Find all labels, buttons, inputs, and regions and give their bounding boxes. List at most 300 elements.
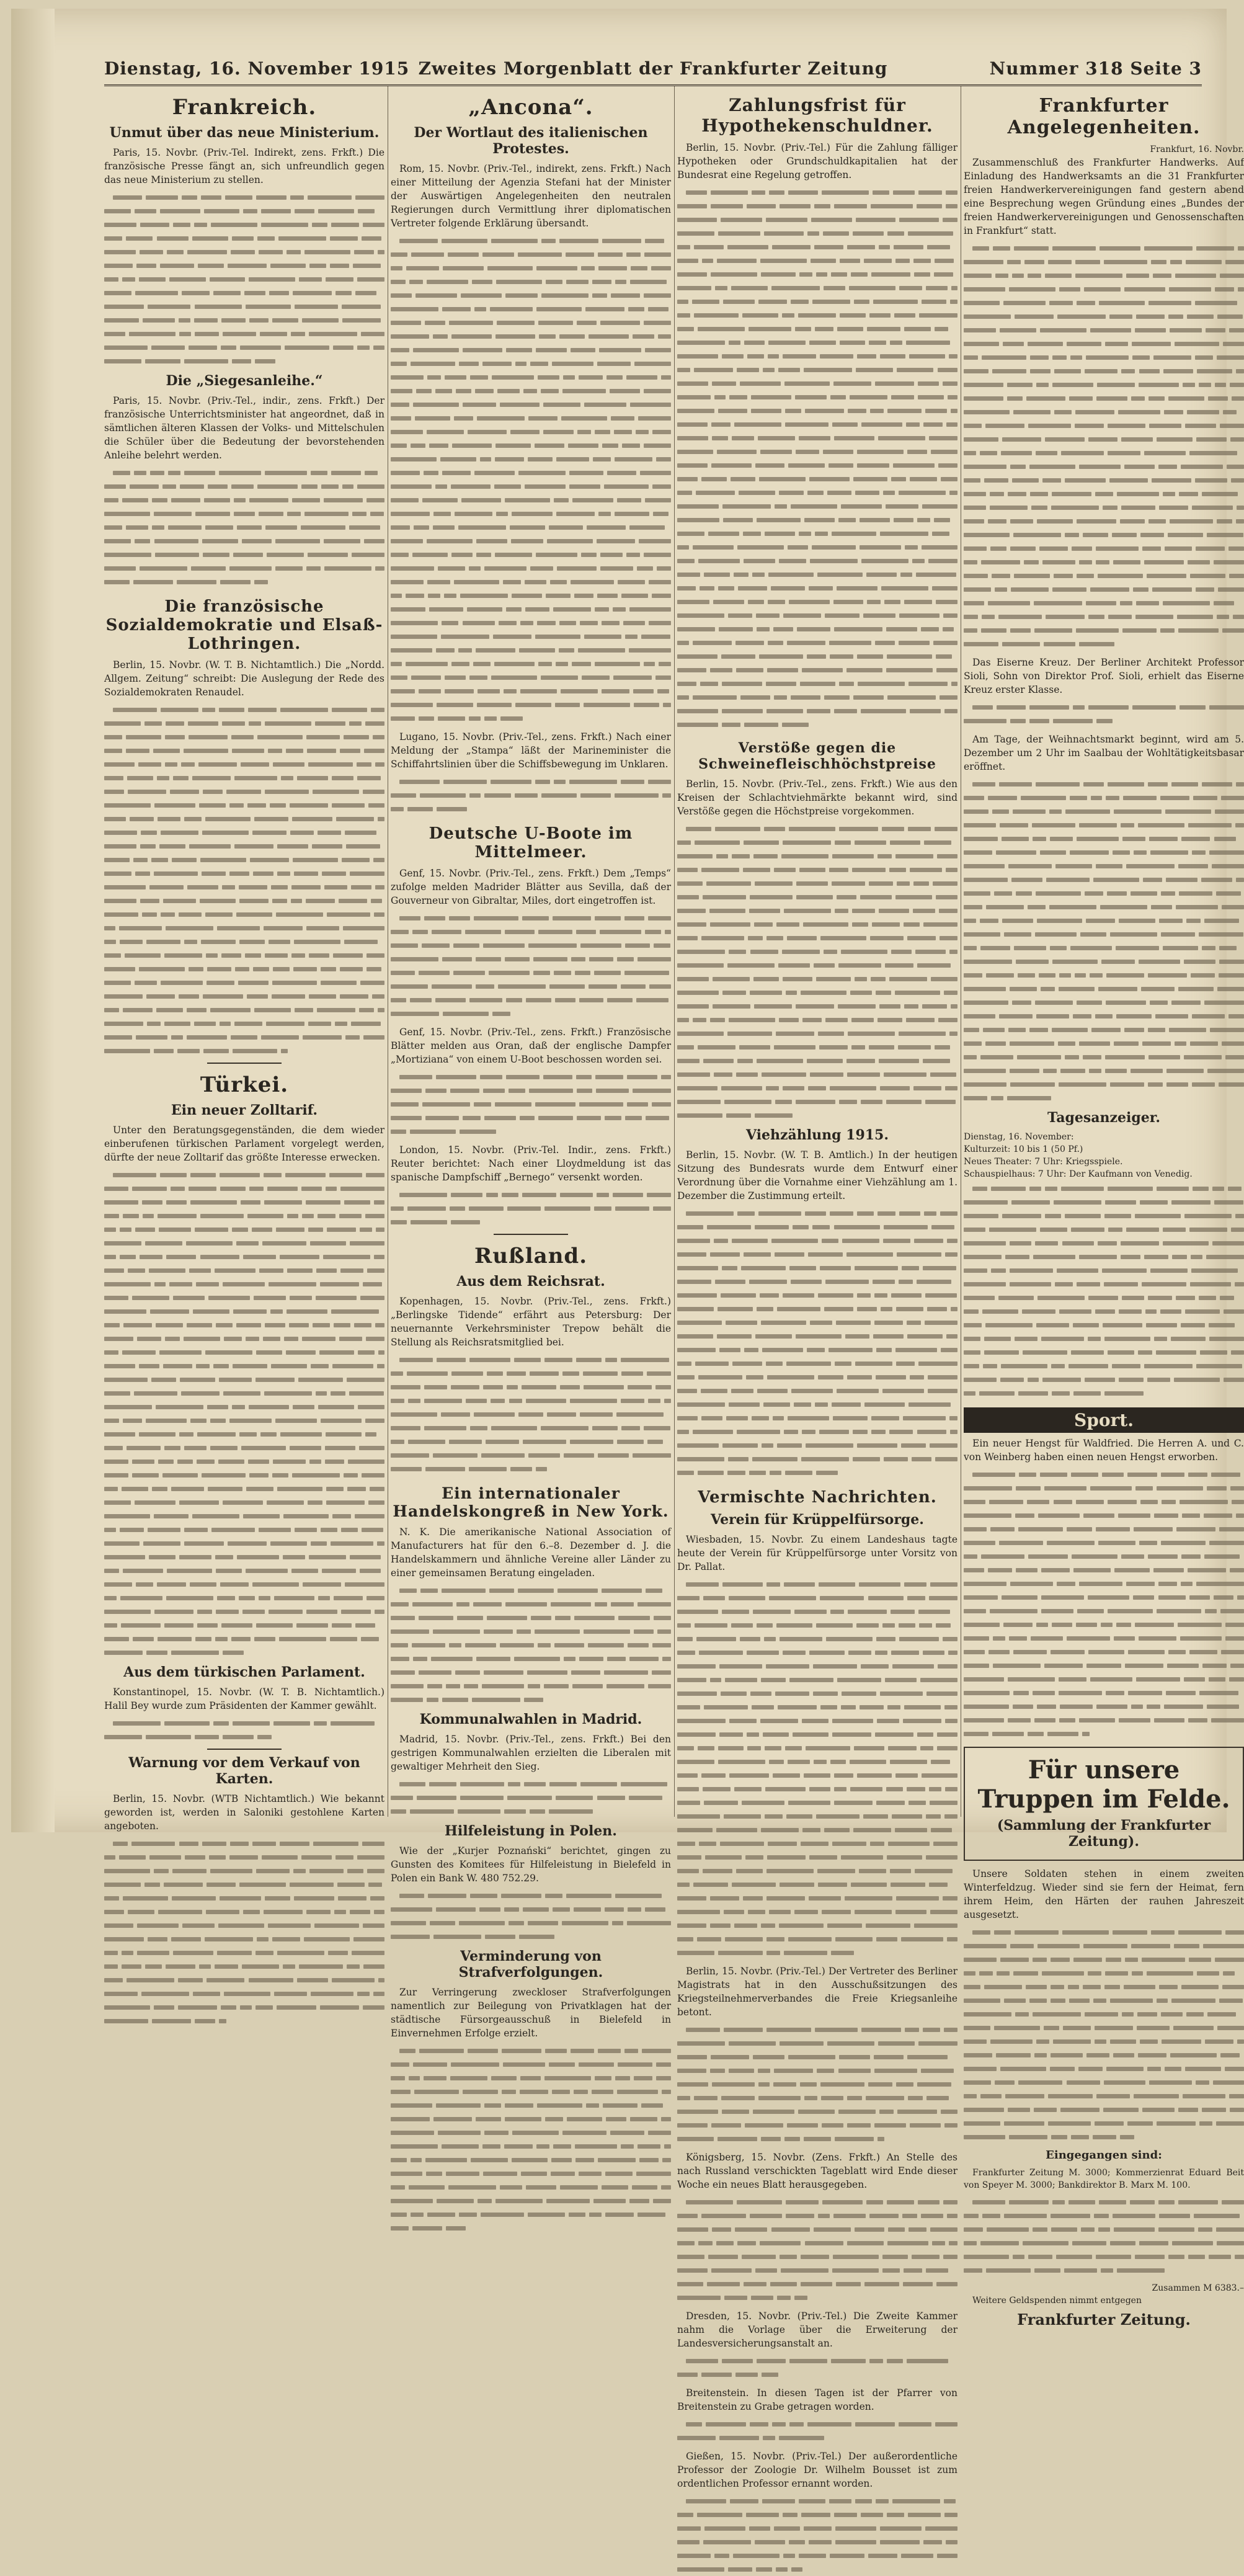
text-line: [677, 1741, 957, 1755]
text-line: [104, 2014, 384, 2028]
text-line: [677, 2535, 957, 2549]
article-heading: Kommunalwahlen in Madrid.: [419, 1711, 642, 1727]
text-line: [104, 1236, 384, 1250]
text-line: [964, 2250, 1244, 2263]
text-line: [677, 581, 957, 595]
article-text: Zusammenschluß des Frankfurter Handwerks. Auf Einladung des Handwerksamts an die 31 Frankfurter freien Handwerkervereinigungen fand gestern abend eine Besprechung wegen Gründung eines „Bundes der freien Handwerkervereinigungen und Genossenschaften in Frankfurt“ statt.: [964, 157, 1244, 236]
text-line: [391, 1435, 671, 1448]
text-line: [391, 1597, 671, 1611]
article-text: Ein neuer Hengst für Waldfried. Die Herren A. und C. von Weinberg haben einen neuen Hengst erworben.: [964, 1438, 1244, 1463]
text-line: [964, 1236, 1244, 1250]
text-block: [677, 1577, 957, 1959]
text-line: [677, 986, 957, 999]
text-line: [104, 1837, 384, 1850]
text-line: [391, 602, 671, 616]
text-line: [964, 859, 1244, 873]
text-line: [677, 1932, 957, 1946]
text-line: [677, 1755, 957, 1768]
text-line: [677, 931, 957, 945]
text-line: [104, 907, 384, 921]
text-line: [964, 541, 1244, 555]
text-line: [964, 777, 1244, 791]
text-line: [964, 982, 1244, 996]
text-line: [964, 2062, 1244, 2075]
text-line: [964, 1980, 1244, 1994]
text-line: [964, 914, 1244, 927]
text-line: [104, 1223, 384, 1236]
text-line: [391, 2098, 671, 2112]
text-line: [964, 1263, 1244, 1277]
text-line: [677, 254, 957, 267]
text-line: [677, 2132, 957, 2146]
text-line: [391, 698, 671, 711]
text-line: [964, 610, 1244, 623]
text-line: [677, 1095, 957, 1108]
text-line: [391, 1366, 671, 1380]
text-line: [104, 1536, 384, 1550]
text-line: [391, 1380, 671, 1394]
text-line: [391, 1804, 671, 1818]
text-line: [964, 1064, 1244, 1077]
text-line: [104, 466, 384, 479]
text-line: [964, 2195, 1244, 2209]
text-line: [964, 1277, 1244, 1291]
text-line: [391, 1930, 671, 1943]
text-line: [677, 1768, 957, 1782]
text-line: [104, 354, 384, 368]
text-line: [677, 1878, 957, 1891]
text-line: [391, 630, 671, 643]
text-line: [964, 596, 1244, 610]
text-line: [964, 927, 1244, 941]
text-line: [391, 1652, 671, 1665]
text-line: [677, 1618, 957, 1632]
text-line: [104, 1455, 384, 1468]
text-line: [964, 1182, 1244, 1195]
header-date: Dienstag, 16. November 1915: [104, 58, 410, 79]
text-block: [104, 1716, 384, 1744]
text-line: [677, 2431, 957, 2445]
text-line: [964, 310, 1244, 323]
section-heading: Frankfurter Angelegenheiten.: [1007, 95, 1201, 138]
text-line: [391, 2194, 671, 2208]
text-line: [964, 1536, 1244, 1549]
text-line: [677, 1220, 957, 1234]
text-line: [677, 281, 957, 295]
text-line: [391, 357, 671, 370]
text-line: [677, 863, 957, 876]
text-line: [677, 876, 957, 890]
text-line: [391, 2112, 671, 2126]
text-line: [677, 636, 957, 649]
text-line: [391, 316, 671, 329]
text-line: [964, 269, 1244, 282]
text-line: [964, 282, 1244, 296]
text-line: [964, 1318, 1244, 1332]
text-line: [104, 520, 384, 534]
text-line: [104, 948, 384, 962]
text-line: [677, 849, 957, 863]
text-line: [391, 575, 671, 589]
text-line: [677, 240, 957, 254]
text-line: [964, 637, 1244, 651]
text-line: [964, 1373, 1244, 1386]
text-line: [391, 1902, 671, 1916]
text-line: [104, 245, 384, 259]
text-line: [964, 1332, 1244, 1345]
text-line: [677, 945, 957, 958]
text-line: [964, 473, 1244, 487]
text-line: [964, 955, 1244, 968]
text-line: [677, 1040, 957, 1054]
text-line: [104, 341, 384, 354]
text-line: [964, 1023, 1244, 1036]
text-line: [391, 1611, 671, 1624]
text-line: [104, 190, 384, 204]
text-line: [964, 487, 1244, 501]
article-text: Wiesbaden, 15. Novbr. Zu einem Landeshaus tagte heute der Verein für Krüppelfürsorge unter Vorsitz von Dr. Pallat.: [677, 1534, 957, 1572]
text-line: [964, 1727, 1244, 1740]
article-heading: Aus dem Reichsrat.: [456, 1273, 605, 1290]
text-line: [391, 643, 671, 657]
text-line: [391, 2167, 671, 2180]
text-block: [391, 911, 671, 1020]
text-line: [677, 1727, 957, 1741]
text-line: [104, 1468, 384, 1482]
text-line: [964, 419, 1244, 432]
text-line: [104, 1646, 384, 1659]
article-heading: Verminderung von Strafverfolgungen.: [458, 1948, 603, 1981]
text-line: [677, 1891, 957, 1905]
text-line: [677, 704, 957, 718]
text-line: [677, 458, 957, 472]
text-line: [104, 1304, 384, 1318]
text-line: [964, 1604, 1244, 1618]
text-line: [964, 364, 1244, 378]
text-line: [104, 989, 384, 1003]
text-line: [391, 1791, 671, 1804]
text-block: [964, 1182, 1244, 1400]
text-line: [391, 671, 671, 684]
text-line: [677, 226, 957, 240]
text-line: [964, 391, 1244, 405]
text-line: [677, 363, 957, 377]
text-line: [677, 1632, 957, 1646]
text-line: [104, 1987, 384, 2000]
text-line: [104, 493, 384, 507]
divider: [207, 1063, 282, 1064]
text-line: [677, 1646, 957, 1659]
text-line: [677, 445, 957, 458]
text-line: [104, 1263, 384, 1277]
text-line: [104, 1044, 384, 1058]
text-line: [677, 622, 957, 636]
text-line: [104, 894, 384, 907]
text-line: [104, 1605, 384, 1618]
text-line: [104, 231, 384, 245]
text-line: [964, 1700, 1244, 1713]
text-line: [391, 1889, 671, 1902]
text-line: [391, 657, 671, 671]
text-line: [677, 608, 957, 622]
text-block: [391, 1070, 671, 1138]
text-line: [391, 1394, 671, 1407]
article-text: Genf, 15. Novbr. (Priv.-Tel., zens. Frkft.) Dem „Temps“ zufolge melden Madrider Blätter aus Sevilla, daß der Gouverneur von Gibraltar, Miles, dort eingetroffen ist.: [391, 868, 671, 906]
text-line: [104, 935, 384, 948]
text-line: [677, 1438, 957, 1452]
text-line: [677, 917, 957, 931]
text-line: [391, 1097, 671, 1111]
text-line: [677, 718, 957, 731]
text-line: [104, 561, 384, 575]
text-line: [964, 323, 1244, 337]
text-line: [391, 2071, 671, 2085]
text-line: [677, 1275, 957, 1288]
text-line: [677, 2222, 957, 2236]
article-text: Unsere Soldaten stehen in einem zweiten Winterfeldzug. Wieder sind sie fern der Heimat, fern ihrem Heim, den Härten der rauhen Jahreszeit ausgesetzt.: [964, 1868, 1244, 1920]
text-block: [677, 185, 957, 731]
divider: [494, 1234, 568, 1235]
text-line: [964, 968, 1244, 982]
text-line: [391, 1125, 671, 1138]
text-line: [391, 548, 671, 561]
text-line: [104, 1373, 384, 1386]
text-line: [964, 1359, 1244, 1373]
text-line: [677, 1591, 957, 1605]
text-line: [677, 322, 957, 336]
text-line: [391, 1188, 671, 1201]
text-line: [964, 1386, 1244, 1400]
text-line: [104, 1618, 384, 1632]
text-line: [104, 507, 384, 520]
text-line: [104, 1891, 384, 1905]
text-line: [964, 845, 1244, 859]
signature: Frankfurter Zeitung.: [1017, 2311, 1191, 2329]
text-line: [677, 999, 957, 1013]
text-line: [677, 2209, 957, 2222]
text-line: [677, 1054, 957, 1067]
article-text: Lugano, 15. Novbr. (Priv.-Tel., zens. Frkft.) Nach einer Meldung der „Stampa“ läßt der Marineminister die Schiffahrtslinien über die Schiffsbewegung im Unklaren.: [391, 731, 671, 770]
text-line: [964, 350, 1244, 364]
text-line: [391, 479, 671, 493]
article-text: Am Tage, der Weihnachtsmarkt beginnt, wird am 5. Dezember um 2 Uhr im Saalbau der Wohltätigkeitsbasar eröffnet.: [964, 734, 1244, 772]
text-line: [104, 1878, 384, 1891]
article-text: Frankfurter Zeitung M. 3000; Kommerzienrat Eduard Beit von Speyer M. 3000; Bankdirektor B. Marx M. 100.: [964, 2168, 1244, 2190]
text-line: [391, 398, 671, 411]
text-line: [391, 466, 671, 479]
text-line: [104, 1209, 384, 1223]
text-line: [964, 337, 1244, 350]
text-line: [677, 1850, 957, 1864]
text-line: [964, 832, 1244, 845]
text-block: [677, 2494, 957, 2576]
text-line: [964, 2222, 1244, 2236]
text-line: [677, 1946, 957, 1959]
text-line: [964, 818, 1244, 832]
text-line: [104, 1564, 384, 1577]
text-line: [677, 1796, 957, 1809]
text-line: [391, 234, 671, 247]
article-text: Unter den Beratungsgegenständen, die dem wieder einberufenen türkischen Parlament vorgelegt werden, dürfte der neue Zolltarif das größte Interesse erwecken.: [104, 1125, 384, 1163]
text-line: [104, 300, 384, 313]
text-line: [677, 2077, 957, 2091]
text-line: [964, 1345, 1244, 1359]
text-line: [677, 1081, 957, 1095]
text-line: [391, 1407, 671, 1421]
text-line: [104, 1195, 384, 1209]
article-text: Paris, 15. Novbr. (Priv.-Tel., indir., zens. Frkft.) Der französische Unterrichtsminister hat angeordnet, daß in sämtlichen älteren Klassen der Volks- und Mittelschulen die Schüler über die Bedeutung der bevorstehenden Anleihe belehrt werden.: [104, 395, 384, 461]
text-line: [104, 1332, 384, 1345]
text-line: [104, 1441, 384, 1455]
text-line: [677, 499, 957, 513]
text-line: [677, 527, 957, 540]
text-line: [964, 623, 1244, 637]
page-header: [104, 52, 1202, 86]
text-line: [964, 1953, 1244, 1966]
text-line: [104, 826, 384, 839]
text-line: [964, 514, 1244, 528]
text-line: [677, 1823, 957, 1837]
text-line: [964, 1590, 1244, 1604]
text-line: [391, 439, 671, 452]
header-paper-title: Zweites Morgenblatt der Frankfurter Zeitung: [418, 58, 888, 79]
text-line: [964, 1009, 1244, 1023]
text-block: [677, 2195, 957, 2304]
text-line: [677, 1234, 957, 1247]
text-line: [677, 1700, 957, 1714]
article-text: Rom, 15. Novbr. (Priv.-Tel., indirekt, zens. Frkft.) Nach einer Mitteilung der Agenzia Stefani hat der Minister der Auswärtigen Angelegenheiten den neutralen Regierungen durch Vermittlung ihrer diplomatischen Vertreter folgende Erklärung übersandt.: [391, 163, 671, 229]
text-line: [391, 788, 671, 802]
text-block: [677, 2417, 957, 2445]
text-line: [964, 446, 1244, 460]
text-line: [677, 308, 957, 322]
text-line: [677, 2050, 957, 2064]
text-line: [677, 2277, 957, 2291]
text-line: [964, 1291, 1244, 1304]
text-line: [104, 259, 384, 272]
text-line: [104, 853, 384, 867]
text-line: [677, 2118, 957, 2132]
text-line: [677, 295, 957, 308]
text-line: [677, 1837, 957, 1850]
text-line: [964, 1563, 1244, 1577]
text-line: [391, 616, 671, 630]
text-line: [391, 425, 671, 439]
text-line: [677, 1013, 957, 1027]
text-line: [104, 1482, 384, 1495]
text-line: [391, 384, 671, 398]
text-line: [677, 1357, 957, 1370]
article-text: Madrid, 15. Novbr. (Priv.-Tel., zens. Frkft.) Bei den gestrigen Kommunalwahlen erzielten die Liberalen mit gewaltiger Mehrheit den Sieg.: [391, 1734, 671, 1772]
text-line: [391, 1916, 671, 1930]
text-line: [964, 791, 1244, 804]
text-line: [677, 2368, 957, 2381]
text-line: [964, 2130, 1244, 2144]
text-line: [391, 911, 671, 925]
text-line: [677, 417, 957, 431]
article-text: Berlin, 15. Novbr. (W. T. B. Nichtamtlich.) Die „Nordd. Allgem. Zeitung“ schreibt: Die Auslegung der Rede des Sozialdemokraten Renaudel.: [104, 659, 384, 698]
text-line: [964, 378, 1244, 391]
text-line: [964, 1713, 1244, 1727]
text-line: [964, 700, 1244, 714]
text-line: [104, 272, 384, 286]
column-4: [964, 86, 1244, 2329]
text-line: [677, 2036, 957, 2050]
text-line: [964, 555, 1244, 569]
text-line: [964, 528, 1244, 541]
text-line: [104, 1523, 384, 1536]
text-line: [677, 1605, 957, 1618]
text-block: [104, 1837, 384, 2028]
text-line: [104, 327, 384, 341]
text-line: [677, 2549, 957, 2562]
text-line: [677, 349, 957, 363]
text-block: [391, 775, 671, 816]
appeal-subtitle: (Sammlung der Frankfurter Zeitung).: [997, 1817, 1211, 1850]
text-line: [104, 1932, 384, 1946]
text-line: [104, 1577, 384, 1591]
listing-item: Kulturzeit: 10 bis 1 (50 Pf.): [964, 1144, 1083, 1154]
text-block: [677, 822, 957, 1122]
text-line: [964, 2116, 1244, 2130]
text-line: [391, 952, 671, 966]
text-line: [677, 2023, 957, 2036]
text-line: [391, 302, 671, 316]
text-line: [964, 941, 1244, 955]
text-line: [964, 1223, 1244, 1236]
text-line: [391, 2180, 671, 2194]
text-line: [677, 822, 957, 836]
text-line: [964, 1481, 1244, 1495]
text-line: [104, 798, 384, 812]
text-line: [391, 1353, 671, 1366]
text-block: [677, 1206, 957, 1479]
text-line: [677, 836, 957, 849]
text-line: [677, 1302, 957, 1316]
text-line: [391, 288, 671, 302]
article-heading: Viehzählung 1915.: [745, 1127, 889, 1143]
donation-total: Zusammen M 6383.–: [1152, 2283, 1244, 2293]
text-line: [964, 2103, 1244, 2116]
text-line: [677, 1659, 957, 1673]
text-line: [391, 1070, 671, 1084]
text-line: [391, 684, 671, 698]
text-line: [104, 479, 384, 493]
text-line: [677, 1261, 957, 1275]
text-line: [104, 1632, 384, 1646]
header-page-number: Nummer 318 Seite 3: [989, 58, 1202, 79]
text-line: [677, 1466, 957, 1479]
text-line: [391, 979, 671, 993]
article-text: Berlin, 15. Novbr. (W. T. B. Amtlich.) In der heutigen Sitzung des Bundesrats wurde dem Entwurf einer Verordnung über die Vornahme einer Viehzählung am 1. Dezember die Zustimmung erteilt.: [677, 1149, 957, 1201]
text-block: [964, 241, 1244, 651]
text-line: [964, 1468, 1244, 1481]
text-line: [391, 2153, 671, 2167]
text-line: [964, 804, 1244, 818]
text-line: [964, 1631, 1244, 1645]
text-block: [391, 1353, 671, 1476]
text-line: [104, 1959, 384, 1973]
text-line: [964, 569, 1244, 582]
text-line: [104, 548, 384, 561]
article-text: Königsberg, 15. Novbr. (Zens. Frkft.) An Stelle des nach Russland verschickten Tageblatt wird Ende dieser Woche ein neues Blatt herausgegeben.: [677, 2152, 957, 2190]
text-line: [391, 589, 671, 602]
text-line: [391, 370, 671, 384]
text-line: [677, 1067, 957, 1081]
text-line: [677, 472, 957, 486]
text-line: [677, 2105, 957, 2118]
text-line: [391, 775, 671, 788]
